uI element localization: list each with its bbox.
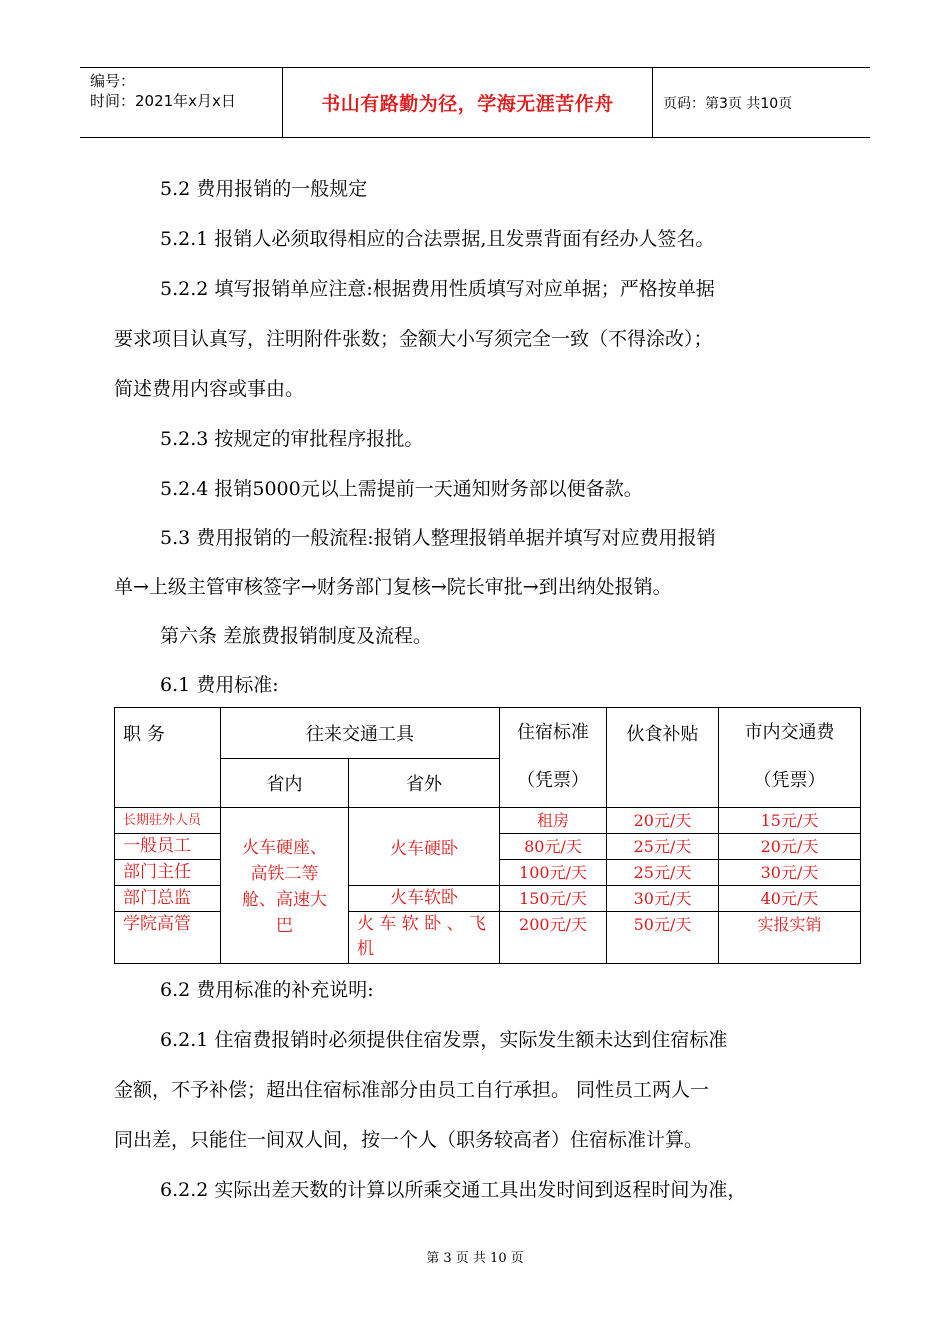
paragraph: 同出差，只能住一间双人间，按一个人（职务较高者）住宿标准计算。 (114, 1129, 704, 1151)
cell-city: 20元/天 (719, 834, 861, 860)
paragraph: 5.2.3 按规定的审批程序报批。 (160, 428, 424, 450)
cell-soft-sleeper: 火车软卧 (349, 886, 500, 912)
paragraph: 5.2 费用报销的一般规定 (160, 178, 368, 200)
cell-plane: 火 车 软 卧 、 飞 机 (349, 912, 500, 964)
header-transport: 往来交通工具 (221, 708, 500, 759)
cell-hard-sleeper: 火车硬卧 (349, 808, 500, 886)
cell-lodging: 100元/天 (500, 860, 607, 886)
header-page: 页码：第3页 共10页 (663, 95, 793, 112)
cell-in-province-transport: 火车硬座、 高铁二等 舱、高速大 巴 (221, 808, 349, 964)
paragraph: 要求项目认真写，注明附件张数；金额大小写须完全一致（不得涂改）； (114, 328, 713, 350)
paragraph: 6.2.1 住宿费报销时必须提供住宿发票，实际发生额未达到住宿标准 (160, 1029, 728, 1051)
cell-position: 学院高管 (115, 912, 221, 964)
header-city-transport: 市内交通费 （凭票） (719, 708, 861, 808)
paragraph: 金额，不予补偿；超出住宿标准部分由员工自行承担。 同性员工两人一 (114, 1079, 710, 1101)
header-motto-cell (283, 68, 653, 137)
cell-lodging: 租房 (500, 808, 607, 834)
cell-position: 部门主任 (115, 860, 221, 886)
cell-city: 实报实销 (719, 912, 861, 964)
header-position: 职 务 (115, 708, 221, 808)
cell-meal: 30元/天 (607, 886, 719, 912)
cell-city: 15元/天 (719, 808, 861, 834)
paragraph: 简述费用内容或事由。 (114, 378, 305, 400)
paragraph: 5.2.2 填写报销单应注意:根据费用性质填写对应单据；严格按单据 (160, 278, 715, 300)
header-in-province: 省内 (221, 759, 349, 808)
cell-position: 一般员工 (115, 834, 221, 860)
cell-position: 部门总监 (115, 886, 221, 912)
paragraph: 5.3 费用报销的一般流程:报销人整理报销单据并填写对应费用报销 (160, 527, 716, 549)
paragraph: 5.2.1 报销人必须取得相应的合法票据,且发票背面有经办人签名。 (160, 228, 715, 250)
header-motto: 书山有路勤为径，学海无涯苦作舟 (321, 93, 614, 115)
page-header (80, 67, 870, 138)
paragraph: 5.2.4 报销5000元以上需提前一天通知财务部以便备款。 (160, 478, 643, 500)
cell-meal: 25元/天 (607, 834, 719, 860)
cell-city: 30元/天 (719, 860, 861, 886)
page-footer: 第 3 页 共 10 页 (426, 1251, 524, 1266)
paragraph: 6.1 费用标准: (160, 674, 279, 696)
cell-lodging: 80元/天 (500, 834, 607, 860)
header-meal: 伙食补贴 (607, 708, 719, 808)
cell-lodging: 200元/天 (500, 912, 607, 964)
header-out-province: 省外 (349, 759, 500, 808)
header-number: 编号： (90, 72, 136, 90)
header-lodging: 住宿标准 （凭票） (500, 708, 607, 808)
paragraph: 第六条 差旅费报销制度及流程。 (160, 625, 433, 647)
paragraph: 单→上级主管审核签字→财务部门复核→院长审批→到出纳处报销。 (114, 576, 672, 598)
cell-meal: 50元/天 (607, 912, 719, 964)
paragraph: 6.2 费用标准的补充说明: (160, 979, 374, 1001)
header-time: 时间：2021年x月x日 (90, 92, 236, 110)
cell-city: 40元/天 (719, 886, 861, 912)
expense-standard-table (114, 707, 861, 964)
cell-meal: 20元/天 (607, 808, 719, 834)
table-row (115, 808, 861, 834)
cell-meal: 25元/天 (607, 860, 719, 886)
paragraph: 6.2.2 实际出差天数的计算以所乘交通工具出发时间到返程时间为准， (160, 1179, 747, 1201)
cell-position: 长期驻外人员 (115, 808, 221, 834)
cell-lodging: 150元/天 (500, 886, 607, 912)
header-meta (80, 68, 283, 137)
